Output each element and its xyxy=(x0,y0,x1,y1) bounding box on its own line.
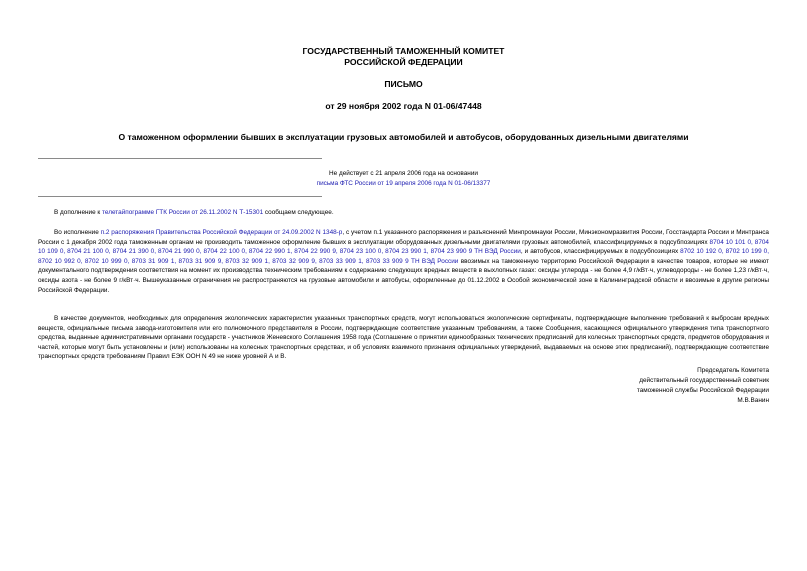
status-text: Не действует с 21 апреля 2006 года на основании xyxy=(329,170,478,177)
signature-service: таможенной службы Российской Федерации xyxy=(636,387,769,394)
status-link[interactable]: письма ФТС России от 19 апреля 2006 года N 01-06/13377 xyxy=(316,180,491,187)
document-date-number: от 29 ноября 2002 года N 01-06/47448 xyxy=(325,101,482,111)
teletype-link[interactable]: телетайпограмме ГТК России от 26.11.2002 N Т-15301 xyxy=(102,209,264,216)
bus-codes-link[interactable]: 8702 10 192 0, 8702 10 199 0, 8702 10 992 0, 8702 10 999 0, 8703 31 909 1, 8703 31 909 9, 8703 32 909 1, 8703 32 909 9, 8703 33 909 1, 8703 33 909 9 ТН ВЭД России xyxy=(38,248,769,265)
divider-top xyxy=(38,158,322,159)
signature-rank: действительный государственный советник xyxy=(639,377,769,384)
signature-name: М.В.Ванин xyxy=(737,397,769,404)
p1-text-after: сообщаем следующее. xyxy=(263,209,334,216)
decree-link[interactable]: п.2 распоряжения Правительства Российской Федерации от 24.09.2002 N 1348-р xyxy=(100,229,343,236)
signature-block xyxy=(637,366,769,406)
truck-codes-link[interactable]: 8704 10 101 0, 8704 10 109 0, 8704 21 100 0, 8704 21 390 0, 8704 21 990 0, 8704 22 100 0, 8704 22 990 1, 8704 22 990 9, 8704 23 100 0, 8704 23 990 1, 8704 23 990 9 ТН ВЭД России xyxy=(38,238,769,256)
org-name-line1: ГОСУДАРСТВЕННЫЙ ТАМОЖЕННЫЙ КОМИТЕТ xyxy=(302,46,505,56)
p2-text-2: , с учетом п.1 указанного распоряжения и разъяснений Минпромнауки России, Минэкономразвития России, Госстандарта России и Минтранса России с 1 декабря 2002 года таможенным органам не производить таможенное оформление бывших в эксплуатации оборудованных дизельными двигателями грузовых автомобилей, классифицируемых в подсубпозициях xyxy=(38,229,769,246)
document-title: О таможенном оформлении бывших в эксплуатации грузовых автомобилей и автобусов, оборудованных дизельными двигателями xyxy=(118,132,689,142)
paragraph-1 xyxy=(38,208,769,218)
document-type: ПИСЬМО xyxy=(384,79,423,89)
signature-position: Председатель Комитета xyxy=(697,367,769,374)
paragraph-2 xyxy=(38,228,769,295)
org-name-line2: РОССИЙСКОЙ ФЕДЕРАЦИИ xyxy=(344,57,463,67)
p2-text-4: ввозимых на таможенную территорию Российской Федерации в качестве товаров, которые не имеют документального подтверждения соответствия на момент их производства техническим требованиям к содержанию следующих вредных веществ в выхлопных газах: оксиды углерода - не более 4,9 г/кВт·ч, углеводороды - не более 1,23 г/кВт·ч, оксиды азота - не более 9 г/кВт·ч. Вышеуказанные ограничения не распространяются на грузовые автомобили и автобусы, оформленные до 01.12.2002 в Особой экономической зоне в Калининградской области и ввозимые в другие регионы Российской Федерации. xyxy=(38,257,769,294)
p2-text-1: Во исполнение xyxy=(54,229,101,236)
p2-text-3: , и автобусов, классифицируемых в подсубпозициях xyxy=(520,248,681,256)
paragraph-3: В качестве документов, необходимых для определения экологических характеристик указанных транспортных средств, могут использоваться экологические сертификаты, подтверждающие выполнение требований к выбросам вредных веществ, официальные письма завода-изготовителя или его полномочного представителя в России, подтверждающие соответствие указанным требованиям, а также Сообщения, касающиеся официального утверждения типа транспортного средства, выданные административными органами государств - участников Женевского Соглашения 1958 года (Соглашение о принятии единообразных технических предписаний для колесных транспортных средств, предметов оборудования и частей, которые могут быть установлены и (или) использованы на колесных транспортных средствах, и об условиях взаимного признания официальных утверждений, выдаваемых на основе этих предписаний), подтверждающие соответствие транспортных средств требованиям Правил ЕЭК ООН N 49 не ниже уровней А и В. xyxy=(38,315,769,361)
status-line2 xyxy=(0,180,807,187)
divider-bottom xyxy=(38,196,322,197)
p1-text-before: В дополнение к xyxy=(54,209,103,216)
